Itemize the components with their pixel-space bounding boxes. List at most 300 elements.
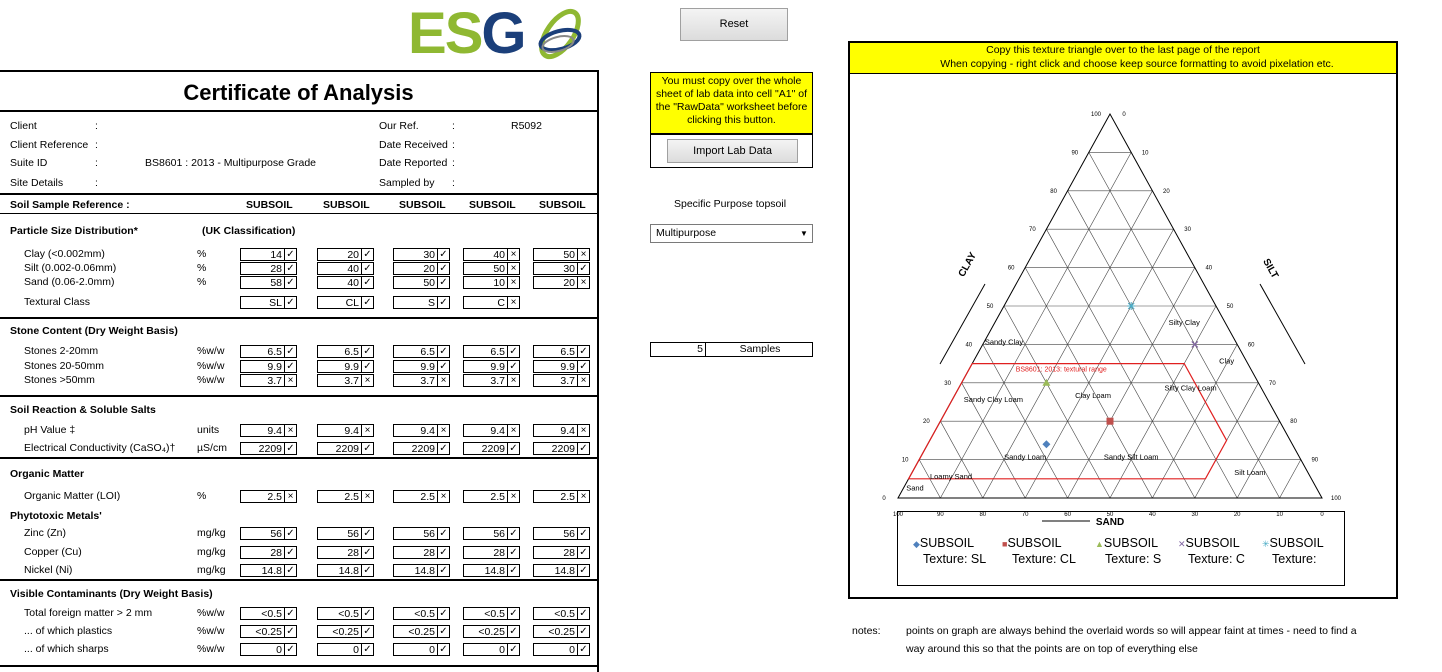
row-label: Electrical Conductivity (CaSO₄)† <box>24 442 176 454</box>
legend-texture: Texture: C <box>1188 552 1245 566</box>
sample-column-header: SUBSOIL <box>539 199 586 211</box>
value-cell: 40 <box>317 276 362 289</box>
value-cell: 2.5 <box>393 490 438 503</box>
value-cell: 2209 <box>240 442 285 455</box>
tick-label-silt: 10 <box>1141 150 1149 157</box>
sample-count-value[interactable]: 5 <box>651 343 706 356</box>
tick-label-sand: 80 <box>979 512 987 518</box>
pass-fail-flag: ✓ <box>507 345 520 358</box>
grid-line-silt <box>1110 306 1216 498</box>
pass-fail-flag: ✓ <box>437 643 450 656</box>
row-unit: % <box>197 490 207 502</box>
value-cell: <0.5 <box>393 607 438 620</box>
pass-fail-flag: ✓ <box>437 345 450 358</box>
pass-fail-flag: × <box>577 490 590 503</box>
row-label: ... of which plastics <box>24 625 113 637</box>
tick-label-clay: 30 <box>944 380 951 387</box>
value-cell: <0.25 <box>317 625 362 638</box>
pass-fail-flag: ✓ <box>577 527 590 540</box>
tick-label-clay: 90 <box>1071 150 1079 157</box>
data-point <box>1127 302 1135 310</box>
pass-fail-flag: ✓ <box>361 360 374 373</box>
pass-fail-flag: × <box>507 276 520 289</box>
row-unit: %w/w <box>197 625 225 637</box>
value-cell: <0.25 <box>533 625 578 638</box>
divider <box>0 110 597 112</box>
header-field-label: Suite ID <box>10 157 48 169</box>
pass-fail-flag: ✓ <box>437 527 450 540</box>
value-cell: 9.4 <box>240 424 285 437</box>
tick-label-silt: 70 <box>1269 380 1276 387</box>
value-cell: 28 <box>240 546 285 559</box>
value-cell: 9.9 <box>240 360 285 373</box>
region-label: Sandy Silt Loam <box>1103 452 1159 462</box>
pass-fail-flag: ✓ <box>361 607 374 620</box>
tick-label-sand: 40 <box>1149 512 1156 518</box>
value-cell: 6.5 <box>240 345 285 358</box>
pass-fail-flag: ✓ <box>577 262 590 275</box>
value-cell: 9.4 <box>463 424 508 437</box>
value-cell: SL <box>240 296 285 309</box>
legend-item <box>1095 536 1161 567</box>
value-cell: 28 <box>533 546 578 559</box>
pass-fail-flag: × <box>437 374 450 387</box>
grid-line-silt <box>1280 460 1301 498</box>
tick-label-silt: 30 <box>1184 227 1191 234</box>
pass-fail-flag: ✓ <box>284 296 297 309</box>
tick-label-silt: 50 <box>1226 304 1234 310</box>
legend-marker-icon: ◆ <box>913 539 920 549</box>
value-cell: 2209 <box>393 442 438 455</box>
pass-fail-flag: ✓ <box>577 564 590 577</box>
value-cell: 9.9 <box>393 360 438 373</box>
row-unit: % <box>197 248 207 260</box>
row-label: Organic Matter (LOI) <box>24 490 121 502</box>
tick-label-clay: 10 <box>901 457 909 464</box>
value-cell: <0.25 <box>393 625 438 638</box>
value-cell: C <box>463 296 508 309</box>
value-cell: 2.5 <box>317 490 362 503</box>
section-visible-title: Visible Contaminants (Dry Weight Basis) <box>10 588 213 600</box>
value-cell: 6.5 <box>317 345 362 358</box>
pass-fail-flag: × <box>507 374 520 387</box>
pass-fail-flag: ✓ <box>577 442 590 455</box>
pass-fail-flag: × <box>437 424 450 437</box>
pass-fail-flag: ✓ <box>361 625 374 638</box>
value-cell: 14.8 <box>393 564 438 577</box>
value-cell: <0.5 <box>533 607 578 620</box>
row-label: Silt (0.002-0.06mm) <box>24 262 117 274</box>
legend-line <box>913 536 986 552</box>
legend-texture: Texture: CL <box>1012 552 1076 566</box>
value-cell: 50 <box>463 262 508 275</box>
pass-fail-flag: ✓ <box>361 546 374 559</box>
tick-label-clay: 80 <box>1050 188 1057 195</box>
divider <box>0 193 597 195</box>
row-unit: %w/w <box>197 360 225 372</box>
pass-fail-flag: × <box>284 490 297 503</box>
header-colon: : <box>452 139 455 151</box>
value-cell: 6.5 <box>463 345 508 358</box>
texture-triangle-chart <box>848 41 1398 599</box>
import-panel <box>650 134 813 168</box>
sample-ref-label: Soil Sample Reference : <box>10 199 130 211</box>
row-unit: µS/cm <box>197 442 227 454</box>
value-cell: 28 <box>240 262 285 275</box>
header-field-label: Sampled by <box>379 177 435 189</box>
tick-label-silt: 80 <box>1290 419 1297 426</box>
header-colon: : <box>95 177 98 189</box>
legend-texture: Texture: SL <box>923 552 987 566</box>
tick-label-clay: 100 <box>1090 112 1102 118</box>
certificate-title: Certificate of Analysis <box>183 80 414 105</box>
value-cell: 28 <box>317 546 362 559</box>
pass-fail-flag: ✓ <box>437 296 450 309</box>
value-cell: 2209 <box>463 442 508 455</box>
region-label: Silt Loam <box>1234 467 1266 477</box>
legend-line <box>1262 536 1324 552</box>
header-field-label: Date Received <box>379 139 448 151</box>
triangle-grid <box>919 152 1301 498</box>
data-point <box>1107 418 1114 425</box>
legend-marker-icon: ▲ <box>1095 539 1104 549</box>
region-label: Sandy Loam <box>1004 452 1047 462</box>
header-field-label: Client Reference <box>10 139 89 151</box>
row-label: Stones >50mm <box>24 374 95 386</box>
legend-series-name: SUBSOIL <box>1007 536 1062 550</box>
value-cell: 20 <box>317 248 362 261</box>
pass-fail-flag: ✓ <box>284 564 297 577</box>
value-cell: 28 <box>393 546 438 559</box>
value-cell: 14 <box>240 248 285 261</box>
chevron-down-icon[interactable]: ▼ <box>800 229 808 238</box>
tick-label-sand: 70 <box>1021 512 1029 518</box>
tick-label-clay: 40 <box>965 342 973 349</box>
pass-fail-flag: ✓ <box>361 262 374 275</box>
tick-label-clay: 50 <box>986 304 994 310</box>
sample-column-header: SUBSOIL <box>399 199 446 211</box>
row-unit: mg/kg <box>197 527 226 539</box>
tick-label-sand: 20 <box>1233 512 1241 518</box>
tick-label-sand: 10 <box>1276 512 1283 518</box>
value-cell: 40 <box>317 262 362 275</box>
row-unit: units <box>197 424 220 436</box>
pass-fail-flag: ✓ <box>437 564 450 577</box>
pass-fail-flag: ✓ <box>577 625 590 638</box>
chart-legend <box>897 511 1345 586</box>
row-label: Total foreign matter > 2 mm <box>24 607 153 619</box>
header-field-value: R5092 <box>511 120 542 132</box>
pass-fail-flag: × <box>577 276 590 289</box>
purpose-dropdown-value: Multipurpose <box>656 227 717 239</box>
region-label: Sandy Clay Loam <box>963 395 1024 404</box>
header-field-label: Client <box>10 120 37 132</box>
row-unit: mg/kg <box>197 564 226 576</box>
pass-fail-flag: ✓ <box>507 564 520 577</box>
value-cell: 10 <box>463 276 508 289</box>
value-cell: 2.5 <box>240 490 285 503</box>
header-field-value: BS8601 : 2013 - Multipurpose Grade <box>145 157 317 169</box>
purpose-dropdown[interactable] <box>650 224 813 243</box>
value-cell: S <box>393 296 438 309</box>
value-cell: 9.4 <box>317 424 362 437</box>
row-unit: %w/w <box>197 643 225 655</box>
pass-fail-flag: × <box>507 248 520 261</box>
samples-label: Samples <box>739 343 781 355</box>
pass-fail-flag: ✓ <box>507 607 520 620</box>
legend-item <box>1178 536 1245 567</box>
pass-fail-flag: ✓ <box>437 248 450 261</box>
pass-fail-flag: ✓ <box>577 360 590 373</box>
pass-fail-flag: ✓ <box>284 360 297 373</box>
pass-fail-flag: ✓ <box>284 442 297 455</box>
value-cell: <0.5 <box>317 607 362 620</box>
row-unit: % <box>197 276 207 288</box>
pass-fail-flag: ✓ <box>437 276 450 289</box>
pass-fail-flag: ✓ <box>361 248 374 261</box>
pass-fail-flag: ✓ <box>507 625 520 638</box>
notes-line1: points on graph are always behind the overlaid words so will appear faint at times - need to find a <box>906 625 1357 637</box>
logo-letter-e: E <box>408 1 445 66</box>
reset-button[interactable]: Reset <box>680 8 788 41</box>
texture-triangle-svg <box>850 74 1396 528</box>
pass-fail-flag: × <box>577 248 590 261</box>
pass-fail-flag: × <box>361 424 374 437</box>
pass-fail-flag: ✓ <box>361 276 374 289</box>
pass-fail-flag: ✓ <box>577 643 590 656</box>
section-phyto-title: Phytotoxic Metals' <box>10 510 102 522</box>
value-cell: 0 <box>463 643 508 656</box>
data-point <box>1042 379 1050 386</box>
pass-fail-flag: ✓ <box>284 527 297 540</box>
header-field-label: Date Reported <box>379 157 448 169</box>
axis-label-clay: CLAY <box>956 250 980 279</box>
pass-fail-flag: ✓ <box>284 625 297 638</box>
pass-fail-flag: ✓ <box>437 262 450 275</box>
axis-label-silt: SILT <box>1260 256 1281 281</box>
value-cell: 28 <box>463 546 508 559</box>
row-label: Stones 20-50mm <box>24 360 104 372</box>
legend-marker-icon: ✳ <box>1262 539 1270 549</box>
tick-label-silt: 40 <box>1205 265 1213 272</box>
header-field-label: Site Details <box>10 177 64 189</box>
header-colon: : <box>452 157 455 169</box>
value-cell: 40 <box>463 248 508 261</box>
value-cell: <0.5 <box>240 607 285 620</box>
import-lab-data-button[interactable]: Import Lab Data <box>667 139 798 163</box>
value-cell: 20 <box>533 276 578 289</box>
row-unit: %w/w <box>197 374 225 386</box>
value-cell: 9.9 <box>463 360 508 373</box>
pass-fail-flag: × <box>507 424 520 437</box>
pass-fail-flag: ✓ <box>577 546 590 559</box>
value-cell: <0.5 <box>463 607 508 620</box>
pass-fail-flag: ✓ <box>284 546 297 559</box>
value-cell: 3.7 <box>533 374 578 387</box>
row-label: Copper (Cu) <box>24 546 82 558</box>
logo-letter-s: S <box>444 1 482 66</box>
pass-fail-flag: × <box>361 490 374 503</box>
header-colon: : <box>452 120 455 132</box>
value-cell: <0.25 <box>463 625 508 638</box>
pass-fail-flag: ✓ <box>361 296 374 309</box>
pass-fail-flag: ✓ <box>284 643 297 656</box>
value-cell: 0 <box>317 643 362 656</box>
legend-item <box>1002 536 1076 567</box>
pass-fail-flag: ✓ <box>507 442 520 455</box>
value-cell: 2209 <box>533 442 578 455</box>
certificate-sheet <box>0 70 599 672</box>
pass-fail-flag: ✓ <box>437 546 450 559</box>
import-instructions-note: You must copy over the whole sheet of lab data into cell "A1" of the "RawData" worksheet before clicking this button. <box>650 72 813 134</box>
row-label: Zinc (Zn) <box>24 527 66 539</box>
row-unit: mg/kg <box>197 546 226 558</box>
value-cell: 14.8 <box>533 564 578 577</box>
sample-column-header: SUBSOIL <box>469 199 516 211</box>
value-cell: 6.5 <box>393 345 438 358</box>
chart-instruction-line1: Copy this texture triangle over to the last page of the report <box>986 44 1260 56</box>
header-colon: : <box>452 177 455 189</box>
value-cell: 9.9 <box>317 360 362 373</box>
esg-logo <box>406 1 596 68</box>
value-cell: 9.4 <box>393 424 438 437</box>
value-cell: 56 <box>240 527 285 540</box>
value-cell: <0.25 <box>240 625 285 638</box>
row-label: Sand (0.06-2.0mm) <box>24 276 115 288</box>
textural-range-label: BS8601: 2013: textural range <box>1015 366 1107 374</box>
purpose-label: Specific Purpose topsoil <box>674 198 787 210</box>
legend-line <box>1002 536 1076 552</box>
legend-series-name: SUBSOIL <box>1269 536 1324 550</box>
tick-label-sand: 0 <box>1320 512 1324 518</box>
value-cell: 2.5 <box>533 490 578 503</box>
pass-fail-flag: ✓ <box>577 607 590 620</box>
tick-label-silt: 60 <box>1247 342 1255 349</box>
pass-fail-flag: ✓ <box>361 527 374 540</box>
value-cell: 20 <box>393 262 438 275</box>
tick-label-silt: 0 <box>1122 112 1126 118</box>
sample-column-header: SUBSOIL <box>246 199 293 211</box>
value-cell: 30 <box>533 262 578 275</box>
pass-fail-flag: ✓ <box>437 625 450 638</box>
row-label: Stones 2-20mm <box>24 345 99 357</box>
value-cell: CL <box>317 296 362 309</box>
tick-label-sand: 30 <box>1191 512 1199 518</box>
divider <box>0 317 597 319</box>
section-psd-title: Particle Size Distribution* <box>10 225 138 237</box>
value-cell: 14.8 <box>240 564 285 577</box>
pass-fail-flag: ✓ <box>284 262 297 275</box>
divider <box>0 457 597 459</box>
legend-marker-icon: ■ <box>1002 539 1008 549</box>
divider <box>0 395 597 397</box>
pass-fail-flag: ✓ <box>361 442 374 455</box>
value-cell: 56 <box>463 527 508 540</box>
row-unit: % <box>197 262 207 274</box>
divider <box>0 665 597 667</box>
pass-fail-flag: × <box>577 374 590 387</box>
row-unit: %w/w <box>197 345 225 357</box>
legend-series-name: SUBSOIL <box>1103 536 1159 550</box>
pass-fail-flag: × <box>507 296 520 309</box>
value-cell: 14.8 <box>463 564 508 577</box>
pass-fail-flag: ✓ <box>437 442 450 455</box>
pass-fail-flag: ✓ <box>507 527 520 540</box>
pass-fail-flag: × <box>361 374 374 387</box>
value-cell: 14.8 <box>317 564 362 577</box>
value-cell: 9.9 <box>533 360 578 373</box>
header-colon: : <box>95 120 98 132</box>
samples-count-box <box>650 342 813 357</box>
logo-rings-icon <box>534 4 586 68</box>
pass-fail-flag: ✓ <box>437 607 450 620</box>
pass-fail-flag: ✓ <box>507 643 520 656</box>
value-cell: 50 <box>533 248 578 261</box>
value-cell: 3.7 <box>240 374 285 387</box>
header-colon: : <box>95 157 98 169</box>
row-label: Nickel (Ni) <box>24 564 73 576</box>
tick-label-silt: 20 <box>1163 188 1170 195</box>
value-cell: 58 <box>240 276 285 289</box>
tick-label-clay: 0 <box>882 496 886 502</box>
pass-fail-flag: ✓ <box>284 345 297 358</box>
pass-fail-flag: ✓ <box>284 248 297 261</box>
section-organic-title: Organic Matter <box>10 468 85 480</box>
value-cell: 3.7 <box>393 374 438 387</box>
row-unit: %w/w <box>197 607 225 619</box>
value-cell: 2.5 <box>463 490 508 503</box>
value-cell: 6.5 <box>533 345 578 358</box>
silt-arrow-icon <box>1260 284 1305 364</box>
pass-fail-flag: ✓ <box>437 360 450 373</box>
value-cell: 30 <box>393 248 438 261</box>
section-reaction-title: Soil Reaction & Soluble Salts <box>10 404 156 416</box>
chart-instructions <box>850 43 1396 74</box>
value-cell: 3.7 <box>463 374 508 387</box>
pass-fail-flag: ✓ <box>361 564 374 577</box>
tick-label-sand: 90 <box>937 512 944 518</box>
tick-label-clay: 20 <box>923 419 930 426</box>
tick-label-clay: 70 <box>1029 227 1036 234</box>
pass-fail-flag: ✓ <box>577 345 590 358</box>
divider <box>0 213 597 214</box>
tick-label-sand: 50 <box>1106 512 1114 518</box>
chart-instruction-line2: When copying - right click and choose keep source formatting to avoid pixelation etc. <box>940 58 1334 70</box>
value-cell: 0 <box>533 643 578 656</box>
logo-letter-g: G <box>481 1 525 66</box>
row-label: ... of which sharps <box>24 643 109 655</box>
legend-line <box>1095 536 1161 552</box>
value-cell: 56 <box>393 527 438 540</box>
value-cell: 56 <box>317 527 362 540</box>
pass-fail-flag: × <box>437 490 450 503</box>
legend-series-name: SUBSOIL <box>1185 536 1240 550</box>
pass-fail-flag: × <box>284 424 297 437</box>
pass-fail-flag: ✓ <box>284 276 297 289</box>
data-point <box>1042 440 1050 448</box>
divider <box>0 579 597 581</box>
row-label: pH Value ‡ <box>24 424 76 436</box>
legend-line <box>1178 536 1245 552</box>
pass-fail-flag: ✓ <box>361 345 374 358</box>
pass-fail-flag: ✓ <box>507 546 520 559</box>
axis-label-sand: SAND <box>1095 517 1125 528</box>
region-label: Sand <box>906 483 924 493</box>
pass-fail-flag: × <box>284 374 297 387</box>
tick-label-silt: 100 <box>1330 496 1342 502</box>
sample-column-header: SUBSOIL <box>323 199 370 211</box>
notes-line2: way around this so that the points are on top of everything else <box>906 643 1198 655</box>
